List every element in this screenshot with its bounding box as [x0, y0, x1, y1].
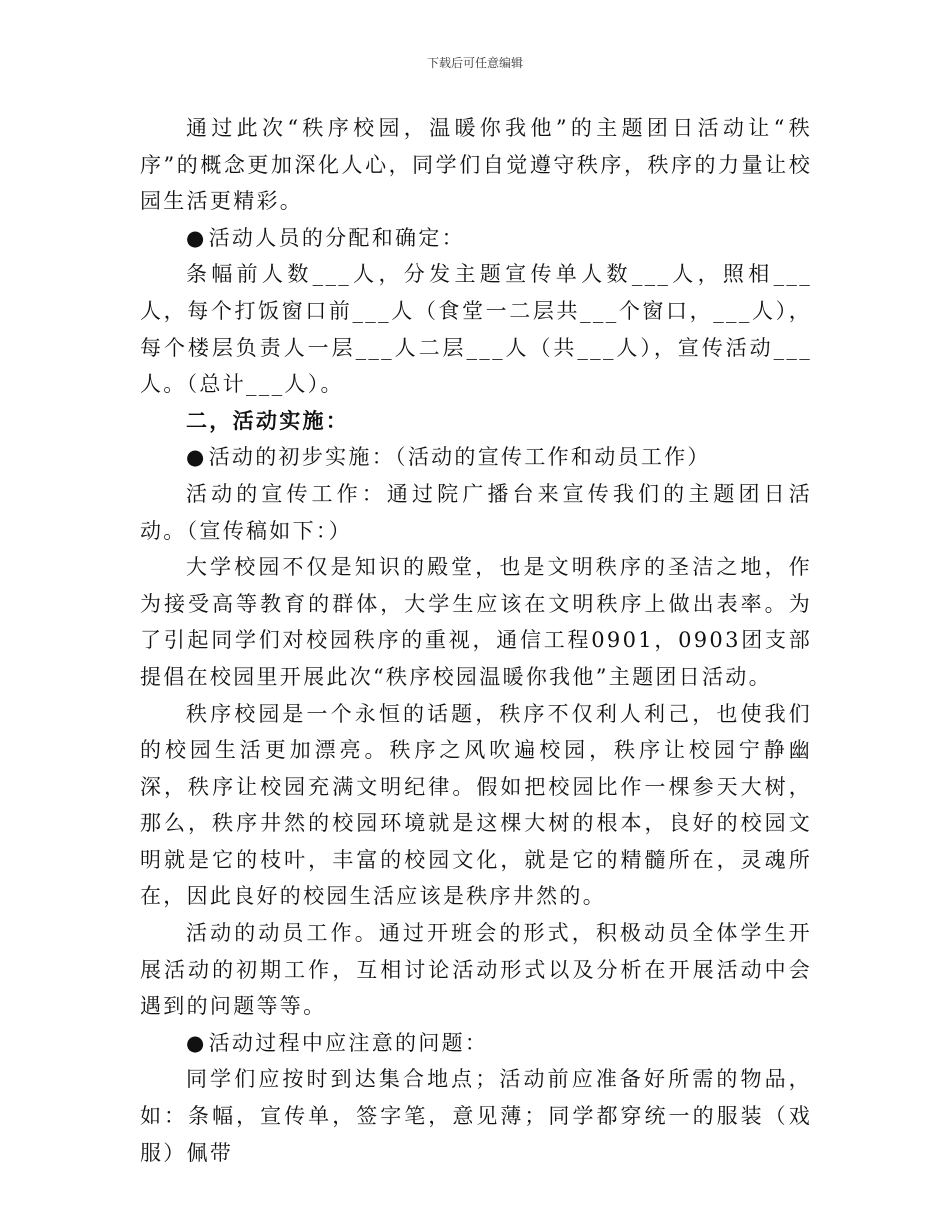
- page-header-note: 下载后可任意编辑: [426, 56, 523, 70]
- bullet-initial-implementation: ● 活动的初步实施：（活动的宣传工作和动员工作）: [140, 439, 812, 476]
- bullet-staff-allocation: ● 活动人员的分配和确定：: [140, 220, 812, 257]
- bullet-issues-to-note: ● 活动过程中应注意的问题：: [140, 1025, 812, 1062]
- paragraph-campus-order: 大学校园不仅是知识的殿堂，也是文明秩序的圣洁之地，作为接受高等教育的群体，大学生应该在文明秩序上做出表率。为了引起同学们对校园秩序的重视，通信工程0901，0903团支部提倡在校园里开展此次“秩序校园温暖你我他”主题团日活动。: [140, 555, 812, 689]
- section-heading-implementation: 二，活动实施：: [186, 408, 350, 433]
- paragraph-publicity: 活动的宣传工作：通过院广播台来宣传我们的主题团日活动。（宣传稿如下：）: [140, 481, 812, 543]
- paragraph-intro: 通过此次“秩序校园，温暖你我他”的主题团日活动让“秩序”的概念更加深化人心，同学们自觉遵守秩序，秩序的力量让校园生活更精彩。: [140, 116, 812, 214]
- paragraph-eternal-topic: 秩序校园是一个永恒的话题，秩序不仅利人利己，也使我们的校园生活更加漂亮。秩序之风吹遍校园，秩序让校园宁静幽深，秩序让校园充满文明纪律。假如把校园比作一棵参天大树，那么，秩序井然的校园环境就是这棵大树的根本，良好的校园文明就是它的枝叶，丰富的校园文化，就是它的精髓所在，灵魂所在，因此良好的校园生活应该是秩序井然的。: [140, 701, 812, 909]
- paragraph-preparation: 同学们应按时到达集合地点；活动前应准备好所需的物品，如：条幅，宣传单，签字笔，意见薄；同学都穿统一的服装（戏服）佩带: [140, 1067, 812, 1165]
- paragraph-mobilization: 活动的动员工作。通过开班会的形式，积极动员全体学生开展活动的初期工作，互相讨论活动形式以及分析在开展活动中会遇到的问题等等。: [140, 921, 812, 1019]
- document-body: [140, 110, 812, 1171]
- paragraph-staff-counts: 条幅前人数___人，分发主题宣传单人数___人，照相___人，每个打饭窗口前___人（食堂一二层共___个窗口，___人），每个楼层负责人一层___人二层___人（共___人），宣传活动___人。（总计___人）。: [140, 262, 812, 397]
